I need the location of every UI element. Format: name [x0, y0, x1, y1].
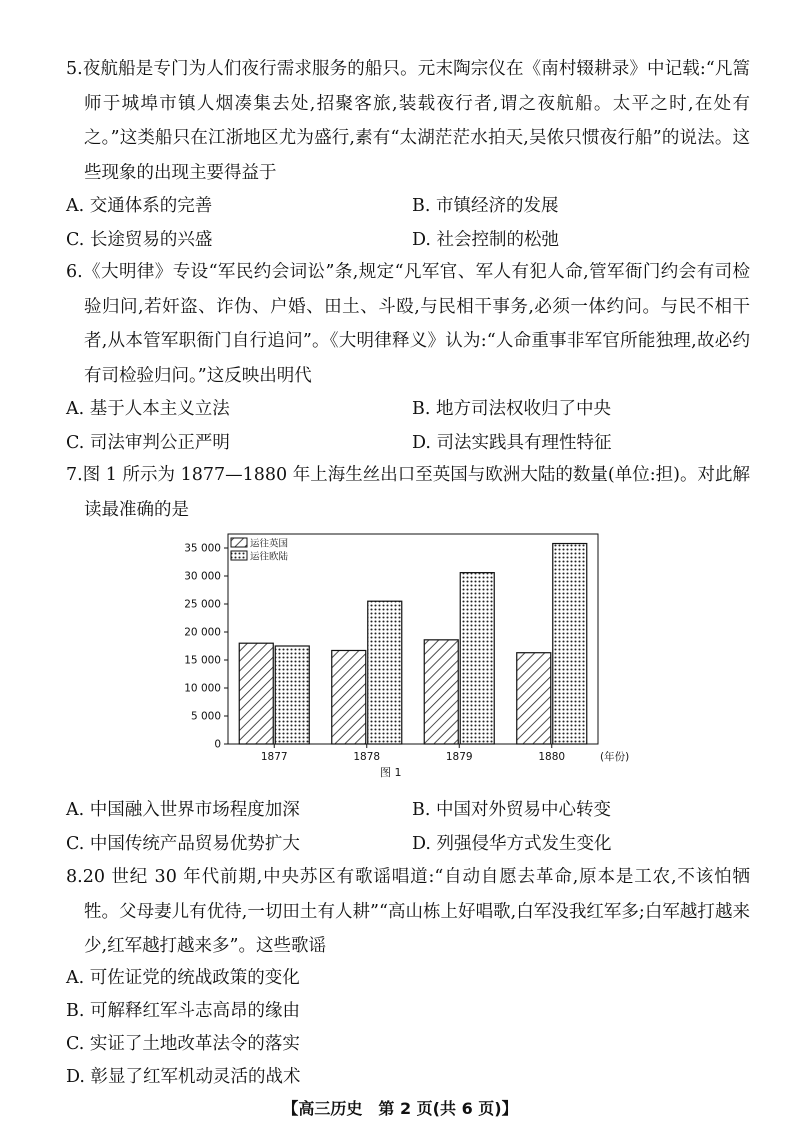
- y-tick-label: 10 000: [184, 682, 221, 695]
- question-stem: 图 1 所示为 1877—1880 年上海生丝出口至英国与欧洲大陆的数量(单位:担)。对此解读最准确的是: [82, 465, 750, 520]
- y-tick-label: 25 000: [184, 598, 221, 611]
- option-c[interactable]: C. 长途贸易的兴盛: [66, 230, 213, 250]
- option-c[interactable]: C. 中国传统产品贸易优势扩大: [66, 834, 300, 854]
- question-stem: 20 世纪 30 年代前期,中央苏区有歌谣唱道:“自动自愿去革命,原本是工农,不该怕牺牲。父母妻儿有优待,一切田土有人耕”“高山栋上好唱歌,白军没我红军多;白军越打越来少,红军越打越来多”。这些歌谣: [82, 867, 750, 956]
- option-b[interactable]: B. 地方司法权收归了中央: [412, 399, 611, 419]
- chart-caption: 图 1: [380, 766, 402, 779]
- x-tick-label: 1880: [538, 751, 566, 763]
- y-tick-label: 15 000: [184, 654, 221, 667]
- option-a[interactable]: A. 可佐证党的统战政策的变化: [66, 968, 300, 988]
- question-number: 7.: [66, 465, 83, 485]
- option-b[interactable]: B. 中国对外贸易中心转变: [412, 800, 611, 820]
- legend-swatch: [231, 538, 247, 547]
- x-axis-unit: (年份): [600, 751, 630, 763]
- x-tick-label: 1878: [353, 751, 381, 763]
- y-tick-label: 5 000: [190, 710, 221, 723]
- page-footer: 【高三历史 第 2 页(共 6 页)】: [282, 1099, 518, 1118]
- option-b[interactable]: B. 可解释红军斗志高昂的缘由: [66, 1001, 300, 1021]
- bar: [332, 650, 366, 744]
- bar: [460, 573, 494, 744]
- option-d[interactable]: D. 列强侵华方式发生变化: [412, 834, 612, 854]
- legend-swatch: [231, 551, 247, 560]
- y-tick-label: 20 000: [184, 626, 221, 639]
- legend-label: 运往欧陆: [250, 551, 289, 563]
- question-7: [66, 458, 750, 527]
- bar: [424, 640, 458, 744]
- legend-label: 运往英国: [250, 538, 289, 550]
- question-6: [66, 255, 750, 393]
- option-d[interactable]: D. 社会控制的松弛: [412, 230, 560, 250]
- bar: [239, 643, 273, 744]
- x-tick-label: 1879: [445, 751, 473, 763]
- y-tick-label: 0: [214, 738, 221, 751]
- option-d[interactable]: D. 彰显了红军机动灵活的战术: [66, 1067, 301, 1087]
- y-tick-label: 30 000: [184, 570, 221, 583]
- bar: [553, 544, 587, 744]
- question-stem: 《大明律》专设“军民约会词讼”条,规定“凡军官、军人有犯人命,管军衙门约会有司检验归问,若奸盗、诈伪、户婚、田土、斗殴,与民相干事务,必须一体约问。与民不相干者,从本管军职衙门自行追问”。《大明律释义》认为:“人命重事非军官所能独理,故必约有司检验归问。”这反映出明代: [82, 262, 750, 386]
- bar: [368, 601, 402, 744]
- question-8: [66, 860, 750, 964]
- bar: [275, 646, 309, 744]
- question-stem: 夜航船是专门为人们夜行需求服务的船只。元末陶宗仪在《南村辍耕录》中记载:“凡篙师于城埠市镇人烟凑集去处,招聚客旅,装载夜行者,谓之夜航船。太平之时,在处有之。”这类船只在江浙地区尤为盛行,素有“太湖茫茫水拍天,吴侬只惯夜行船”的说法。这些现象的出现主要得益于: [82, 59, 750, 183]
- option-b[interactable]: B. 市镇经济的发展: [412, 196, 559, 216]
- x-tick-label: 1877: [260, 751, 288, 763]
- question-5: [66, 52, 750, 190]
- option-a[interactable]: A. 中国融入世界市场程度加深: [66, 800, 300, 820]
- question-number: 8.: [66, 867, 83, 887]
- question-number: 6.: [66, 262, 83, 282]
- question-number: 5.: [66, 59, 83, 79]
- bar-chart: [178, 524, 638, 786]
- option-a[interactable]: A. 交通体系的完善: [66, 196, 213, 216]
- bar: [517, 653, 551, 744]
- y-tick-label: 35 000: [184, 542, 221, 555]
- option-d[interactable]: D. 司法实践具有理性特征: [412, 433, 612, 453]
- option-a[interactable]: A. 基于人本主义立法: [66, 399, 230, 419]
- option-c[interactable]: C. 实证了土地改革法令的落实: [66, 1034, 300, 1054]
- option-c[interactable]: C. 司法审判公正严明: [66, 433, 230, 453]
